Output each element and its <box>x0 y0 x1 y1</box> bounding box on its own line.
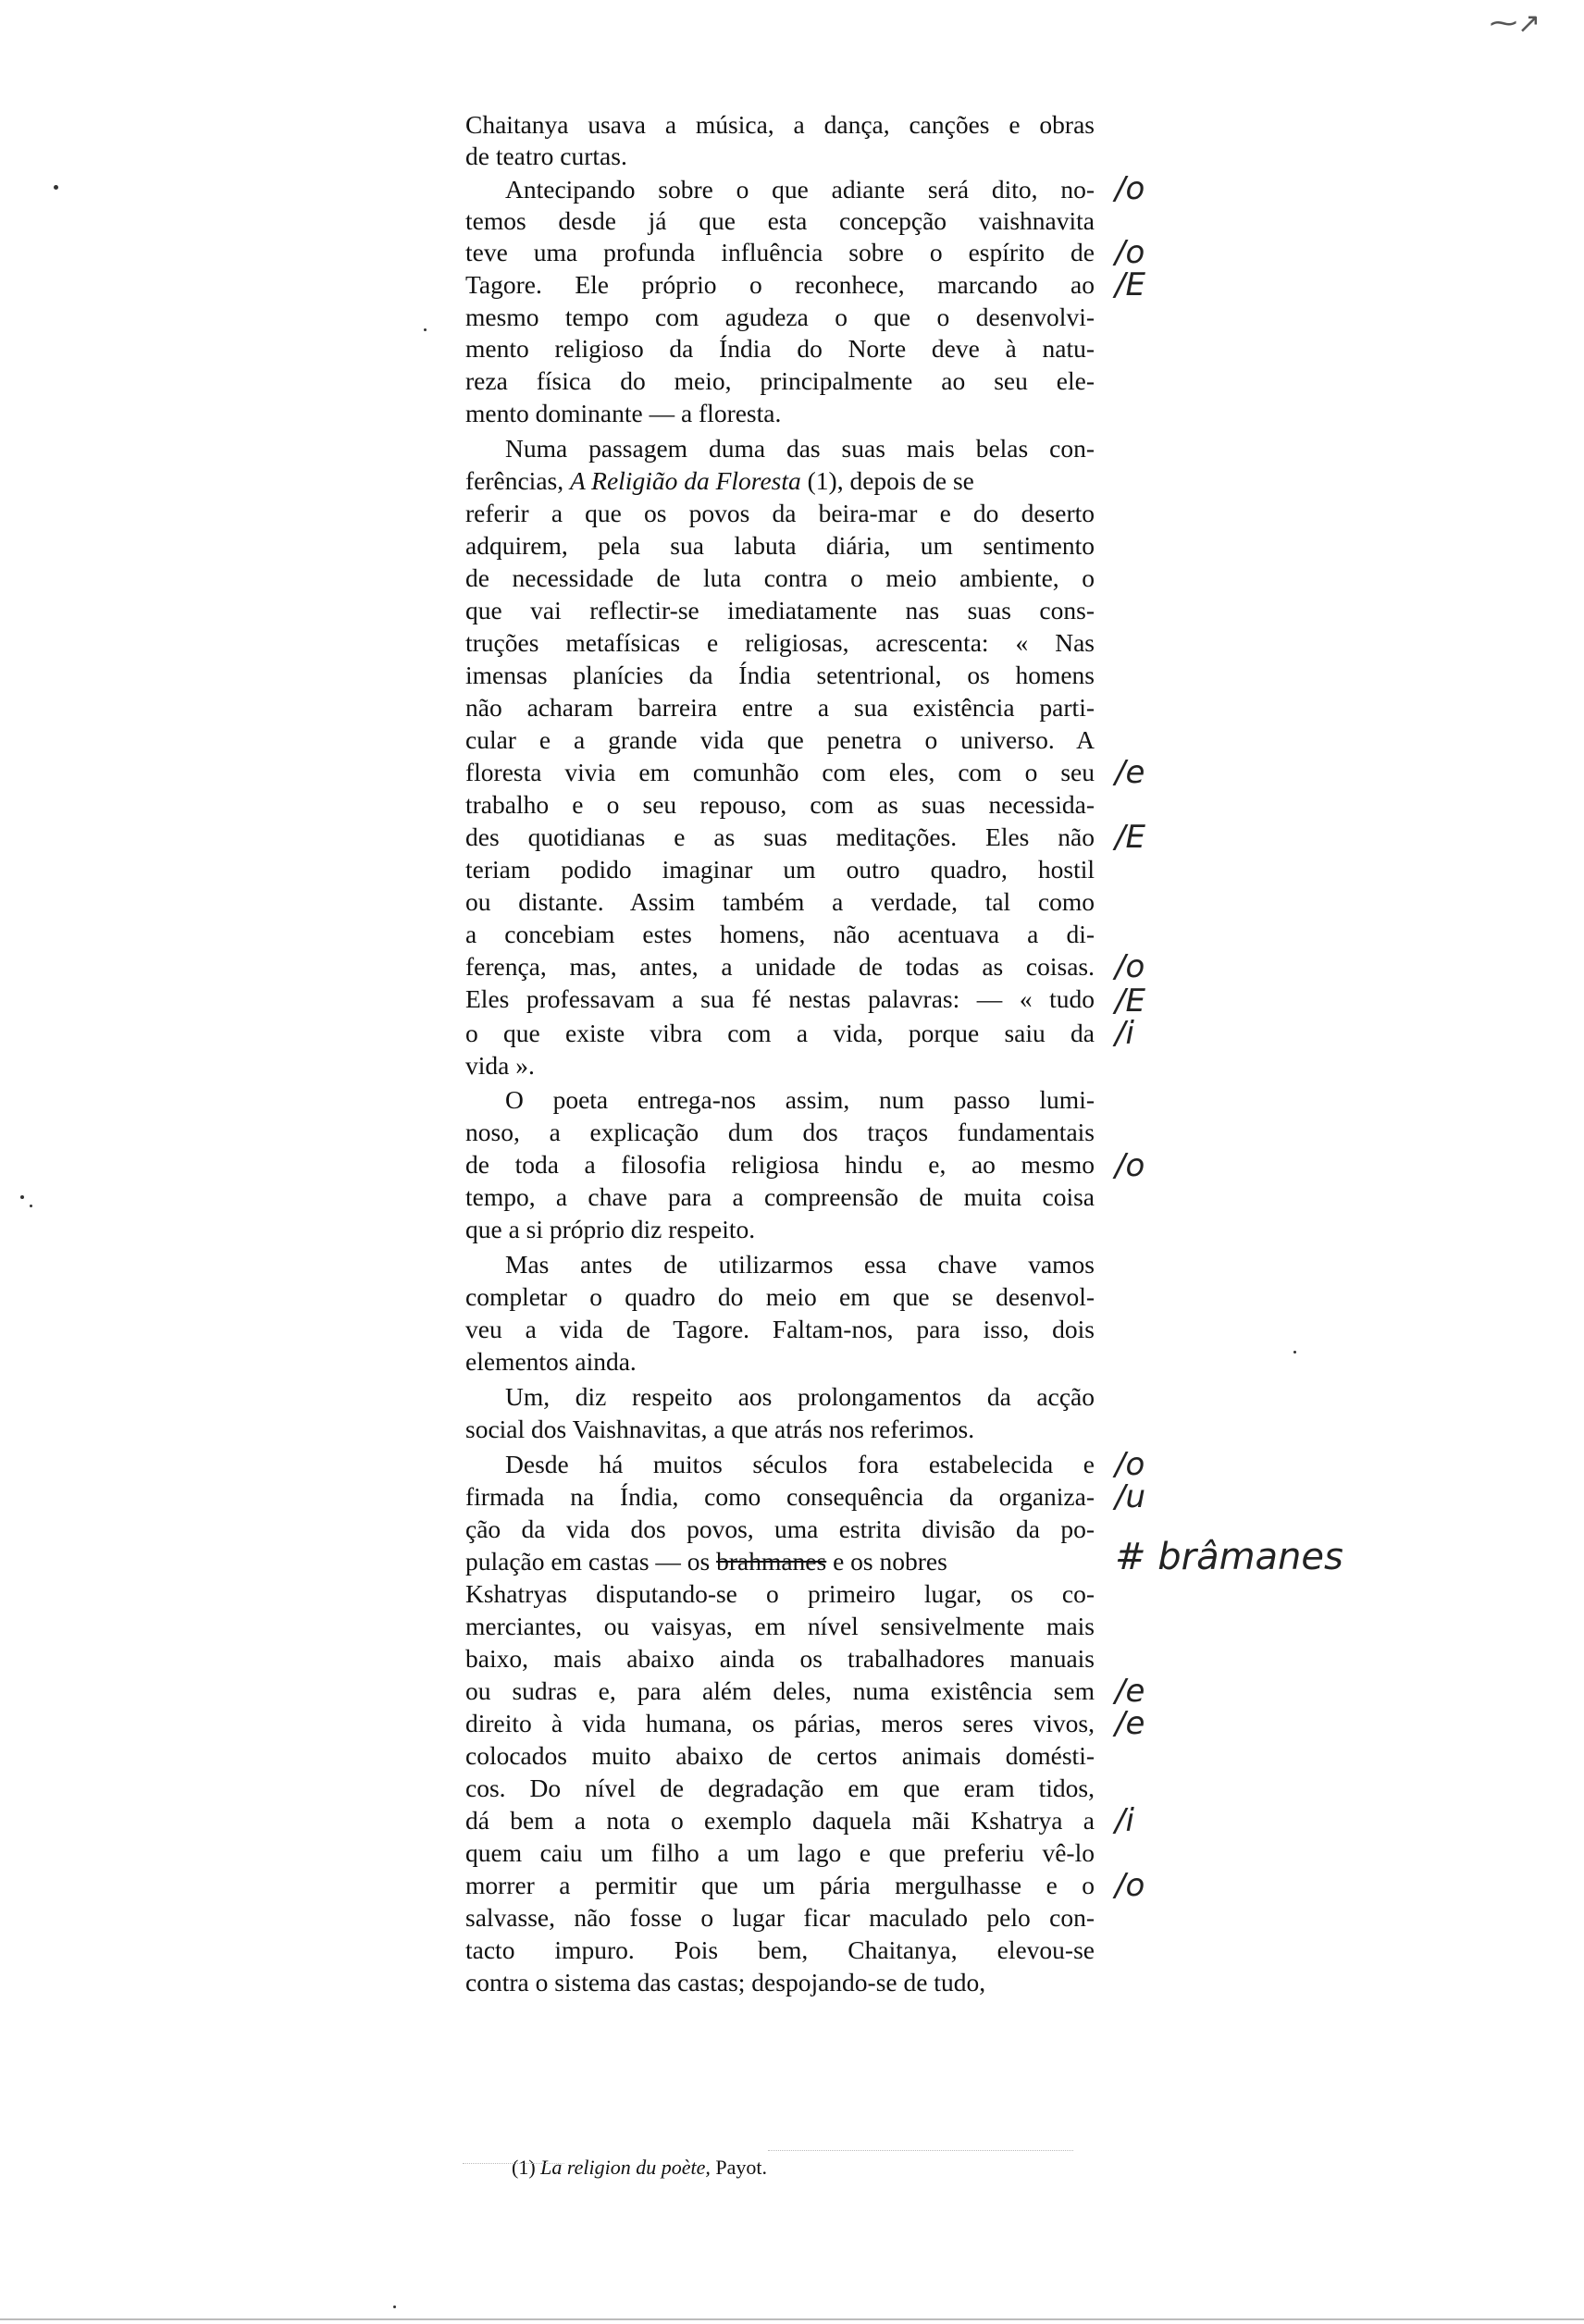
text-fragment: pulação em castas — os <box>465 1547 717 1576</box>
scan-speck <box>424 328 427 331</box>
margin-correction: /e <box>1115 1673 1145 1710</box>
text-line: Numa passagem duma das suas mais belas con- <box>505 434 1095 463</box>
text-line: completar o quadro do meio em que se desenvol- <box>465 1282 1095 1311</box>
margin-correction: /E <box>1115 983 1145 1020</box>
faint-scan-line <box>463 2163 564 2165</box>
margin-correction: /i <box>1115 1802 1134 1839</box>
scan-speck <box>20 1195 24 1199</box>
text-line: mento religioso da Índia do Norte deve à natu- <box>465 334 1095 363</box>
footnote-number: (1) <box>512 2156 536 2179</box>
margin-correction: /i <box>1115 1015 1134 1052</box>
margin-correction: /o <box>1115 1446 1145 1483</box>
text-line: truções metafísicas e religiosas, acrescenta: « Nas <box>465 628 1095 657</box>
text-fragment: (1), depois de se <box>800 466 974 495</box>
text-line: a concebiam estes homens, não acentuava a di- <box>465 920 1095 948</box>
text-line: salvasse, não fosse o lugar ficar maculado pelo con- <box>465 1903 1095 1932</box>
scan-speck <box>1293 1351 1296 1354</box>
text-line: teriam podido imaginar um outro quadro, hostil <box>465 855 1095 884</box>
text-line: que a si próprio diz respeito. <box>465 1215 756 1243</box>
text-line: mesmo tempo com agudeza o que o desenvolvi- <box>465 303 1095 331</box>
text-line: firmada na Índia, como consequência da organiza- <box>465 1482 1095 1511</box>
corner-pencil-mark: ⁓↗ <box>1490 7 1541 40</box>
text-line: ferença, mas, antes, a unidade de todas as coisas. <box>465 952 1095 981</box>
text-line: mento dominante — a floresta. <box>465 399 782 427</box>
text-fragment: e os nobres <box>826 1547 947 1576</box>
text-line: tacto impuro. Pois bem, Chaitanya, elevou-se <box>465 1935 1095 1964</box>
text-line: social dos Vaishnavitas, a que atrás nos referimos. <box>465 1415 975 1443</box>
text-line: cos. Do nível de degradação em que eram tidos, <box>465 1774 1095 1802</box>
faint-scan-line <box>768 2150 1073 2152</box>
text-line: reza física do meio, principalmente ao seu ele- <box>465 366 1095 395</box>
text-line: Desde há muitos séculos fora estabelecida e <box>505 1450 1095 1478</box>
text-line: vida ». <box>465 1051 535 1080</box>
scan-speck <box>30 1205 32 1207</box>
margin-correction: /E <box>1115 266 1145 303</box>
margin-correction: /E <box>1115 819 1145 856</box>
text-line: cular e a grande vida que penetra o universo. A <box>465 725 1095 754</box>
text-line: ou sudras e, para além deles, numa existência sem <box>465 1676 1095 1705</box>
lecture-title: A Religião da Floresta <box>569 466 801 495</box>
text-line: merciantes, ou vaisyas, em nível sensivelmente mais <box>465 1612 1095 1640</box>
text-line: adquirem, pela sua labuta diária, um sentimento <box>465 531 1095 560</box>
margin-correction: /e <box>1115 1705 1145 1742</box>
text-line: morrer a permitir que um pária mergulhasse e o <box>465 1871 1095 1899</box>
text-line-with-strike <box>465 1546 1095 1577</box>
text-line: ou distante. Assim também a verdade, tal como <box>465 887 1095 916</box>
footnote-title: La religion du poète, <box>540 2156 711 2179</box>
margin-correction: /e <box>1115 754 1145 791</box>
scan-speck <box>54 185 58 190</box>
text-line: contra o sistema das castas; despojando-se de tudo, <box>465 1968 986 1996</box>
text-line: de necessidade de luta contra o meio ambiente, o <box>465 563 1095 592</box>
text-line: de toda a filosofia religiosa hindu e, ao mesmo <box>465 1150 1095 1179</box>
text-line: O poeta entrega-nos assim, num passo lumi- <box>505 1085 1095 1114</box>
scan-bottom-edge <box>0 2318 1584 2320</box>
text-line: imensas planícies da Índia setentrional, os homens <box>465 661 1095 689</box>
text-line: veu a vida de Tagore. Faltam-nos, para isso, dois <box>465 1315 1095 1343</box>
text-line: des quotidianas e as suas meditações. Eles não <box>465 822 1095 851</box>
text-line: Um, diz respeito aos prolongamentos da acção <box>505 1382 1095 1411</box>
margin-correction-brahmanes: # brâmanes <box>1115 1536 1343 1578</box>
text-line: ção da vida dos povos, uma estrita divisão da po- <box>465 1514 1095 1543</box>
text-line: colocados muito abaixo de certos animais domésti- <box>465 1741 1095 1770</box>
footnote <box>512 2154 767 2182</box>
text-line: Kshatryas disputando-se o primeiro lugar, os co- <box>465 1579 1095 1608</box>
text-line: trabalho e o seu repouso, com as suas necessida- <box>465 790 1095 819</box>
text-line: baixo, mais abaixo ainda os trabalhadores manuais <box>465 1644 1095 1673</box>
text-line-with-title <box>465 465 1095 497</box>
margin-correction: /o <box>1115 234 1145 271</box>
text-line: teve uma profunda influência sobre o espírito de <box>465 238 1095 266</box>
text-line: não acharam barreira entre a sua existência parti- <box>465 693 1095 722</box>
text-line: elementos ainda. <box>465 1347 637 1376</box>
text-line: Tagore. Ele próprio o reconhece, marcando ao <box>465 270 1095 299</box>
margin-correction: /o <box>1115 948 1145 985</box>
text-line: temos desde já que esta concepção vaishnavita <box>465 206 1095 235</box>
text-line: referir a que os povos da beira-mar e do deserto <box>465 499 1095 527</box>
text-line: noso, a explicação dum dos traços fundamentais <box>465 1118 1095 1146</box>
text-line: Chaitanya usava a música, a dança, canções e obras <box>465 110 1095 139</box>
text-line: Mas antes de utilizarmos essa chave vamos <box>505 1250 1095 1279</box>
text-line: tempo, a chave para a compreensão de muita coisa <box>465 1182 1095 1211</box>
text-line: que vai reflectir-se imediatamente nas suas cons- <box>465 596 1095 624</box>
margin-correction: /u <box>1115 1478 1146 1515</box>
text-line: quem caiu um filho a um lago e que preferiu vê-lo <box>465 1838 1095 1867</box>
footnote-publisher: Payot. <box>710 2156 768 2179</box>
text-line: Antecipando sobre o que adiante será dito, no- <box>505 175 1095 204</box>
text-line: Eles professavam a sua fé nestas palavras: — « tudo <box>465 984 1095 1013</box>
text-line: floresta vivia em comunhão com eles, com o seu <box>465 758 1095 786</box>
text-line: dá bem a nota o exemplo daquela mãi Kshatrya a <box>465 1806 1095 1835</box>
text-line: o que existe vibra com a vida, porque saiu da <box>465 1019 1095 1047</box>
struck-word: brahmanes <box>716 1547 827 1576</box>
scan-speck <box>393 2305 396 2308</box>
text-line: de teatro curtas. <box>465 142 627 170</box>
text-line: direito à vida humana, os párias, meros seres vivos, <box>465 1709 1095 1737</box>
text-fragment: ferências, <box>465 466 570 495</box>
margin-correction: /o <box>1115 170 1145 207</box>
margin-correction: /o <box>1115 1147 1145 1184</box>
margin-correction: /o <box>1115 1867 1145 1904</box>
